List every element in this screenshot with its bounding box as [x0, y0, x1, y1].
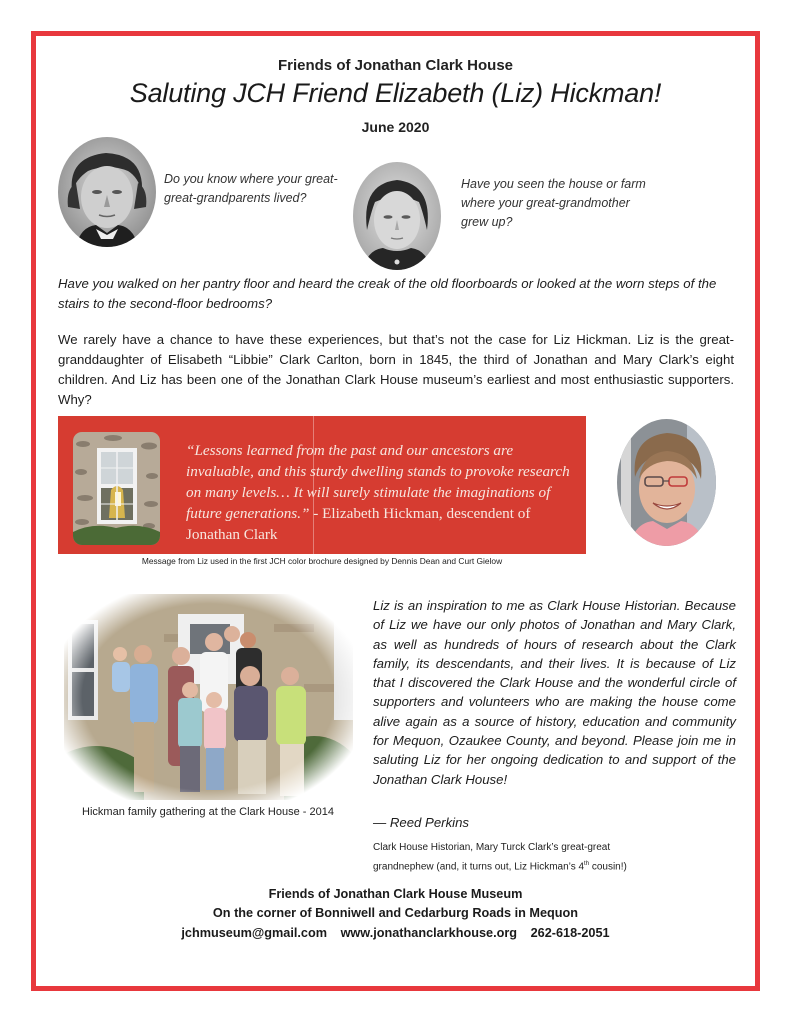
stone-window-image [73, 432, 160, 545]
credentials-line-1: Clark House Historian, Mary Turck Clark’s great-great [373, 842, 611, 853]
brochure-caption: Message from Liz used in the first JCH color brochure designed by Dennis Dean and Curt Gielow [141, 556, 503, 566]
tribute-signature: — Reed Perkins [373, 815, 470, 830]
question-great-grandmother [461, 175, 671, 232]
portrait-man-image [58, 137, 156, 247]
footer-email-link[interactable]: jchmuseum@gmail.com [181, 926, 328, 940]
question-2-line-1: Have you seen the house or farm [461, 177, 646, 191]
issue-date: June 2020 [361, 119, 430, 135]
portrait-liz-image [617, 419, 716, 546]
quote-text: “Lessons learned from the past and our ancestors are invaluable, and this sturdy dwelling stands to provoke research on many levels… It will surely stimulate the imaginations of future generations.” [186, 442, 570, 522]
footer-phone: 262-618-2051 [530, 926, 610, 940]
footer-location: On the corner of Bonniwell and Cedarburg Roads in Mequon [212, 906, 579, 920]
signer-credentials [373, 840, 743, 875]
credentials-line-2-pre: grandnephew (and, it turns out, Liz Hickman’s 4 [373, 861, 585, 873]
window-photo [73, 432, 160, 545]
quote-attribution: - Elizabeth Hickman, descendent of Jonathan Clark [186, 505, 531, 543]
credentials-line-2 [373, 856, 743, 875]
liz-quote [186, 440, 581, 545]
footer-contact [0, 926, 791, 940]
question-1-line-1: Do you know where your great- [164, 172, 338, 186]
question-pantry-floor: Have you walked on her pantry floor and heard the creak of the old floorboards or looked at the worn steps of the stairs to the second-floor bedrooms? [58, 276, 717, 311]
portrait-woman-image [353, 162, 441, 270]
question-great-grandparents [164, 170, 354, 208]
question-2-line-3: grew up? [461, 215, 513, 229]
family-photo-image [64, 594, 353, 800]
mary-clark-portrait [353, 162, 441, 270]
ordinal-suffix: th [584, 861, 590, 867]
jonathan-clark-portrait [58, 137, 156, 247]
footer-website-link[interactable]: www.jonathanclarkhouse.org [340, 926, 518, 940]
question-1-line-2: great-grandparents lived? [164, 191, 307, 205]
org-heading: Friends of Jonathan Clark House [277, 57, 514, 74]
family-gathering-photo [64, 594, 353, 800]
credentials-line-2-post: cousin!) [589, 861, 627, 873]
brochure-excerpt [58, 416, 586, 554]
question-2-line-2: where your great-grandmother [461, 196, 630, 210]
family-photo-caption: Hickman family gathering at the Clark House - 2014 [82, 806, 334, 818]
liz-hickman-portrait [617, 419, 716, 546]
footer-museum-name: Friends of Jonathan Clark House Museum [268, 887, 523, 901]
tribute-text: Liz is an inspiration to me as Clark House Historian. Because of Liz we have our only photos of Jonathan and Mary Clark, as well as hundreds of hours of research about the Clark family, its descendants, and their lives. It is because of Liz that I discovered the Clark House and the wonderful circle of supporters and volunteers who are making the house come alive again as a source of history, education and community for Mequon, Ozaukee County, and beyond. Please join me in saluting Liz for her ongoing dedication to and support of the Jonathan Clark House! [373, 598, 736, 787]
page-title: Saluting JCH Friend Elizabeth (Liz) Hickman! [129, 78, 662, 108]
intro-paragraph: We rarely have a chance to have these experiences, but that’s not the case for Liz Hickman. Liz is the great-granddaughter of Elisabeth “Libbie” Clark Carlton, born in 1845, the third of Jonathan and Mary Clark’s eight children. And Liz has been one of the Jonathan Clark House museum’s earliest and most enthusiastic supporters. Why? [58, 332, 734, 407]
